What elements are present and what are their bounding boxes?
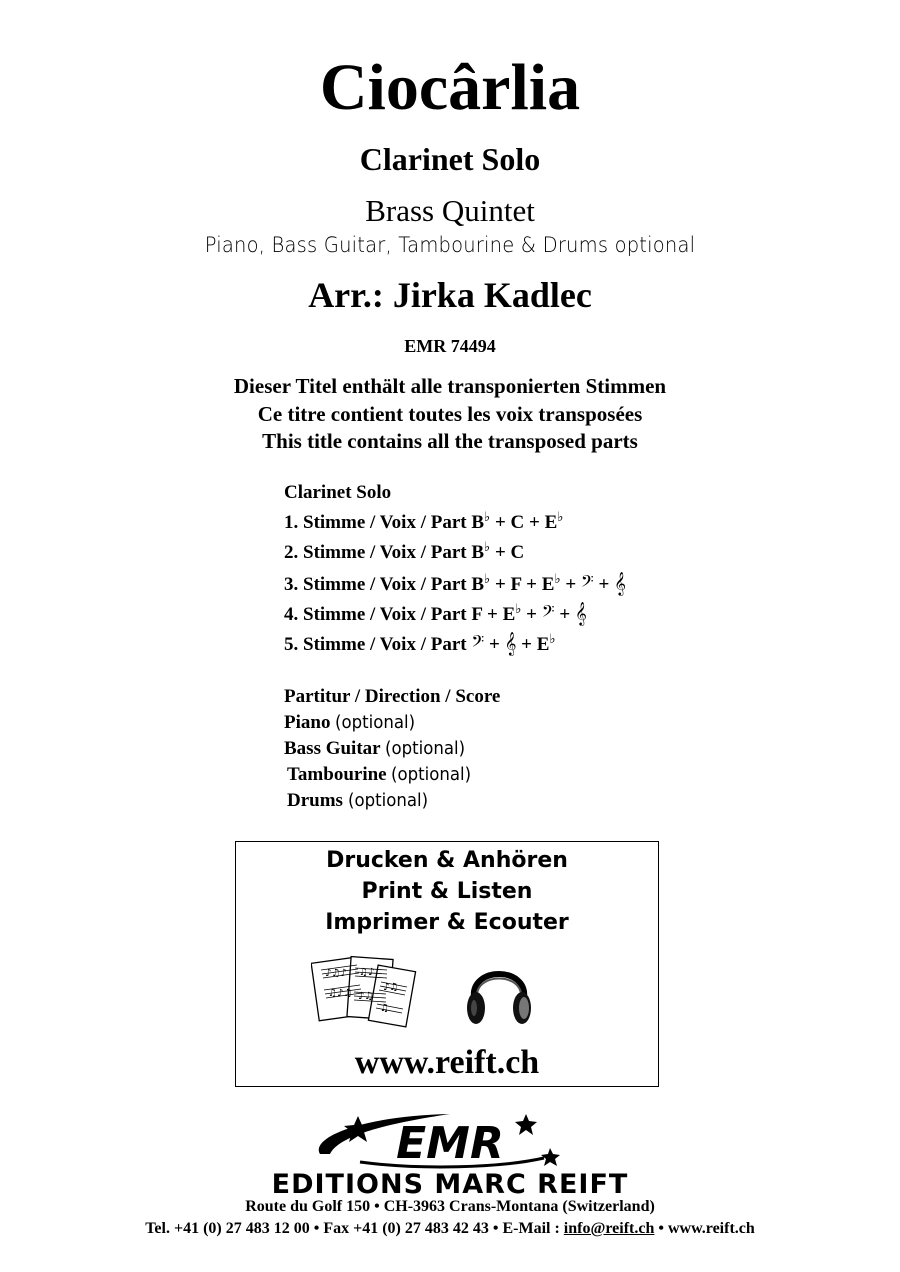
publisher-contact: Tel. +41 (0) 27 483 12 00 • Fax +41 (0) 27 483 42 43 • E-Mail : info@reift.ch • www.reift.ch	[145, 1220, 755, 1237]
sheet-music-icon	[311, 954, 421, 1028]
email-link[interactable]: info@reift.ch	[563, 1220, 655, 1237]
bass-clef-icon: 𝄢	[541, 601, 555, 625]
ensemble: Brass Quintet	[365, 193, 535, 228]
headphones-icon	[464, 954, 534, 1030]
part-4: 4. Stimme / Voix / Part F + E♭ + 𝄢 + 𝄞	[284, 601, 587, 625]
part-5: 5. Stimme / Voix / Part 𝄢 + 𝄞 + E♭	[284, 631, 556, 655]
transposed-info	[0, 373, 900, 456]
transposed-info-en: This title contains all the transposed parts	[262, 429, 638, 453]
extras-list	[284, 684, 500, 814]
parts-list	[284, 478, 626, 658]
bass-clef-icon: 𝄢	[471, 631, 485, 655]
bass-clef-icon: 𝄢	[580, 571, 594, 595]
drums-line: Drums (optional)	[287, 790, 428, 811]
svg-text:EMR: EMR	[396, 1118, 504, 1169]
emr-logo	[300, 1108, 600, 1174]
part-3: 3. Stimme / Voix / Part B♭ + F + E♭ + 𝄢 + 𝄞	[284, 571, 626, 595]
solo-instrument: Clarinet Solo	[359, 141, 541, 177]
parts-header: Clarinet Solo	[284, 482, 392, 503]
tambourine-line: Tambourine (optional)	[287, 764, 472, 785]
catalog-number: EMR 74494	[404, 336, 496, 356]
print-listen-box[interactable]	[235, 841, 659, 1087]
treble-clef-icon: 𝄞	[504, 631, 517, 655]
optional-instruments: Piano, Bass Guitar, Tambourine & Drums optional	[204, 233, 696, 257]
arranger: Arr.: Jirka Kadlec	[308, 275, 592, 315]
svg-text:♪♫♪: ♪♫♪	[325, 968, 347, 979]
publisher-address: Route du Golf 150 • CH-3963 Crans-Montana (Switzerland)	[245, 1198, 655, 1215]
treble-clef-icon: 𝄞	[574, 601, 587, 625]
promo-line-en: Print & Listen	[361, 879, 533, 904]
promo-line-de: Drucken & Anhören	[326, 848, 568, 873]
svg-text:♪♫: ♪♫	[358, 991, 374, 1002]
bass-guitar-line: Bass Guitar (optional)	[284, 738, 466, 759]
part-2: 2. Stimme / Voix / Part B♭ + C	[284, 539, 525, 563]
svg-text:♪♫: ♪♫	[383, 982, 399, 993]
score-line: Partitur / Direction / Score	[284, 686, 501, 707]
piano-line: Piano (optional)	[284, 712, 416, 733]
promo-line-fr: Imprimer & Ecouter	[325, 910, 569, 935]
website-url[interactable]: www.reift.ch	[354, 1044, 540, 1081]
transposed-info-fr: Ce titre contient toutes les voix transposées	[257, 401, 643, 426]
transposed-info-de: Dieser Titel enthält alle transponierten Stimmen	[233, 374, 667, 398]
part-1: 1. Stimme / Voix / Part B♭ + C + E♭	[284, 509, 564, 533]
svg-text:♫: ♫	[380, 1003, 389, 1014]
publisher-name: EDITIONS MARC REIFT	[271, 1169, 629, 1200]
svg-text:♫♪: ♫♪	[359, 967, 375, 978]
treble-clef-icon: 𝄞	[614, 571, 626, 595]
title: Ciocârlia	[319, 51, 581, 124]
svg-text:♫♪♫: ♫♪♫	[328, 988, 353, 999]
